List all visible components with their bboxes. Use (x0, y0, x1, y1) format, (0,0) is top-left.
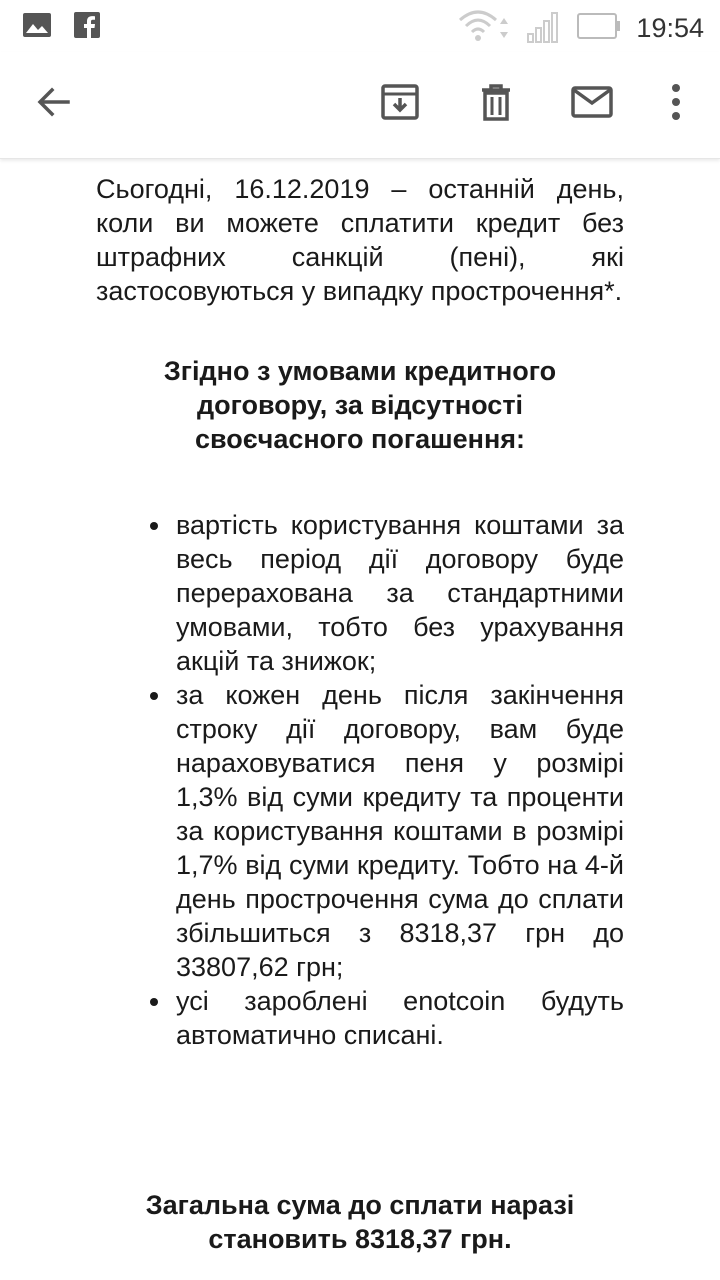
image-icon (22, 12, 52, 43)
more-options-button[interactable] (648, 76, 704, 132)
delete-button[interactable] (468, 76, 524, 132)
signal-icon (526, 8, 562, 49)
list-item: усі зароблені enotcoin будуть автоматично списані. (176, 986, 624, 1050)
total-line: Загальна сума до сплати наразі (145, 1190, 575, 1220)
email-body (96, 172, 624, 1052)
delete-icon (476, 82, 516, 127)
heading-line: своєчасного погашення: (195, 424, 525, 454)
terms-heading (96, 354, 624, 456)
status-bar (0, 0, 720, 52)
terms-list (96, 508, 624, 1052)
more-vert-icon (670, 82, 682, 127)
list-item: вартість користування коштами за весь період дії договору буде перерахована за стандартними умовами, тобто без урахування акцій та знижок; (176, 510, 624, 676)
back-arrow-icon (34, 82, 74, 127)
wifi-icon (456, 8, 512, 49)
heading-line: Згідно з умовами кредитного (163, 356, 557, 386)
mark-unread-button[interactable] (564, 76, 620, 132)
battery-icon (576, 10, 622, 47)
list-item: за кожен день після закінчення строку дії договору, вам буде нараховуватися пеня у розмірі 1,3% від суми кредиту та проценти за користування коштами в розмірі 1,7% від суми кредиту. Тобто на 4-й день прострочення сума до сплати збільшиться з 8318,37 грн до 33807,62 грн; (176, 680, 624, 982)
total-amount (60, 1188, 660, 1256)
app-bar (0, 52, 720, 159)
clock: 19:54 (636, 13, 704, 43)
archive-button[interactable] (372, 76, 428, 132)
back-button[interactable] (26, 76, 82, 132)
mail-icon (570, 82, 614, 127)
heading-line: договору, за відсутності (196, 390, 524, 420)
archive-icon (380, 82, 420, 127)
intro-paragraph: Сьогодні, 16.12.2019 – останній день, коли ви можете сплатити кредит без штрафних санкцій (пені), які застосовуються у випадку прострочення*. (96, 174, 624, 306)
total-line: становить 8318,37 грн. (208, 1224, 512, 1254)
facebook-icon (74, 12, 100, 43)
